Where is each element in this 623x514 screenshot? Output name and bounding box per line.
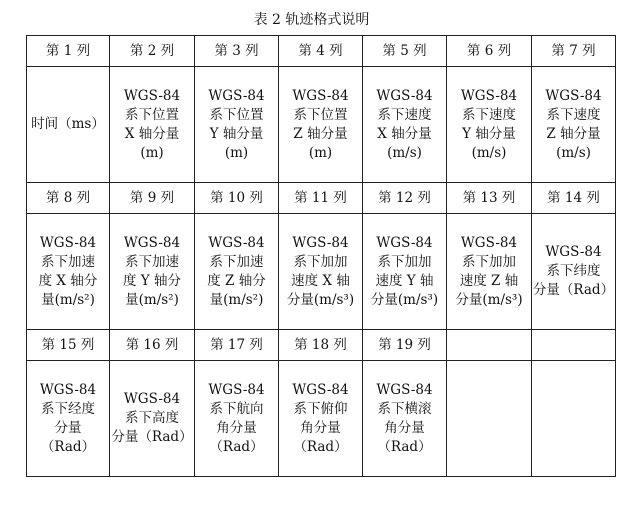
description-line: 角分量 <box>216 419 257 436</box>
description-row <box>27 361 616 477</box>
description-line: 系下位置 <box>293 106 348 123</box>
column-header-cell: 第 13 列 <box>447 183 532 214</box>
description-line: 系下加加 <box>293 253 348 270</box>
description-line: WGS-84 <box>376 381 433 398</box>
description-line: WGS-84 <box>376 87 433 104</box>
column-header-cell: 第 2 列 <box>110 36 195 67</box>
trajectory-format-table <box>26 35 616 477</box>
description-line: 角分量 <box>300 419 341 436</box>
description-cell <box>447 214 532 330</box>
description-line: 度 Y 轴分 <box>123 272 181 289</box>
description-line: (m) <box>224 144 249 161</box>
description-line: 系下俯仰 <box>293 400 348 417</box>
description-line: Z 轴分量 <box>293 125 348 142</box>
description-line: WGS-84 <box>208 234 265 251</box>
column-header-cell: 第 8 列 <box>27 183 110 214</box>
column-header-cell: 第 19 列 <box>363 330 447 361</box>
description-line: WGS-84 <box>292 234 349 251</box>
description-line: 系下速度 <box>377 106 432 123</box>
description-line: 系下速度 <box>546 106 601 123</box>
column-header-cell: 第 1 列 <box>27 36 110 67</box>
description-line: 系下速度 <box>462 106 516 123</box>
column-header-cell: 第 10 列 <box>195 183 279 214</box>
description-line: (m/s) <box>471 144 507 161</box>
description-line: WGS-84 <box>39 234 97 251</box>
description-line: 系下航向 <box>209 400 264 417</box>
description-line: WGS-84 <box>123 87 181 104</box>
description-cell <box>27 214 110 330</box>
description-line: （Rad） <box>40 438 96 455</box>
description-cell <box>279 214 363 330</box>
description-cell <box>27 361 110 477</box>
column-header-cell <box>447 330 532 361</box>
description-cell <box>110 361 195 477</box>
header-row <box>27 183 616 214</box>
description-cell <box>110 214 195 330</box>
description-cell <box>363 361 447 477</box>
column-header-cell: 第 17 列 <box>195 330 279 361</box>
description-line: 系下加速 <box>209 253 264 270</box>
description-line: Z 轴分量 <box>546 125 601 142</box>
description-line: WGS-84 <box>292 381 349 398</box>
description-cell <box>279 67 363 183</box>
description-cell <box>447 361 532 477</box>
description-line: 分量 <box>54 419 82 436</box>
description-line: 速度 Y 轴 <box>375 272 434 289</box>
description-line: WGS-84 <box>123 234 181 251</box>
description-line: WGS-84 <box>39 381 97 398</box>
column-header-cell: 第 3 列 <box>195 36 279 67</box>
description-line: WGS-84 <box>460 234 518 251</box>
description-line: WGS-84 <box>123 391 181 407</box>
description-line: （Rad） <box>293 438 348 455</box>
description-line: WGS-84 <box>208 87 265 104</box>
description-line: 系下加速 <box>125 253 179 270</box>
description-line: WGS-84 <box>460 87 518 104</box>
column-header-cell: 第 4 列 <box>279 36 363 67</box>
column-header-cell: 第 6 列 <box>447 36 532 67</box>
description-line: 分量（Rad） <box>532 282 615 298</box>
description-row <box>27 67 616 183</box>
header-row <box>27 330 616 361</box>
description-line: 速度 Z 轴 <box>459 272 519 289</box>
description-line: (m/s) <box>556 144 591 161</box>
description-line: (m) <box>140 144 164 161</box>
description-cell <box>110 67 195 183</box>
description-line: 时间（ms） <box>31 116 105 132</box>
column-header-cell: 第 14 列 <box>532 183 616 214</box>
description-line: WGS-84 <box>208 381 265 398</box>
description-line: 度 X 轴分 <box>38 272 98 289</box>
description-line: （Rad） <box>377 438 432 455</box>
description-line: 系下高度 <box>125 410 179 426</box>
description-line: WGS-84 <box>292 87 349 104</box>
description-line: （Rad） <box>209 438 264 455</box>
column-header-cell: 第 12 列 <box>363 183 447 214</box>
description-line: (m) <box>308 144 333 161</box>
description-cell <box>363 67 447 183</box>
description-line: 系下纬度 <box>546 263 601 279</box>
description-row <box>27 214 616 330</box>
description-line: 量(m/s²) <box>125 291 179 308</box>
description-line: X 轴分量 <box>124 125 180 142</box>
description-line: 角分量 <box>384 419 425 436</box>
description-cell <box>447 67 532 183</box>
column-header-cell: 第 9 列 <box>110 183 195 214</box>
description-line: 系下加速 <box>41 253 95 270</box>
column-header-cell: 第 15 列 <box>27 330 110 361</box>
description-line: Y 轴分量 <box>209 125 264 142</box>
description-line: 系下加加 <box>377 253 432 270</box>
description-line: 系下横滚 <box>377 400 432 417</box>
description-cell <box>532 214 616 330</box>
description-line: WGS-84 <box>545 87 602 104</box>
description-line: 分量(m/s³) <box>286 291 355 308</box>
column-header-cell <box>532 330 616 361</box>
description-line: Y 轴分量 <box>462 125 516 142</box>
description-line: (m/s) <box>387 144 422 161</box>
description-line: WGS-84 <box>376 234 433 251</box>
description-cell <box>195 214 279 330</box>
description-line: 分量（Rad） <box>111 429 193 445</box>
description-line: WGS-84 <box>545 244 602 260</box>
column-header-cell: 第 5 列 <box>363 36 447 67</box>
description-line: 速度 X 轴 <box>291 272 350 289</box>
table-caption: 表 2 轨迹格式说明 <box>253 12 370 28</box>
description-cell <box>532 67 616 183</box>
description-line: 分量(m/s³) <box>455 291 523 308</box>
description-line: 系下经度 <box>41 400 95 417</box>
description-line: 系下位置 <box>209 106 264 123</box>
description-line: 度 Z 轴分 <box>207 272 266 289</box>
description-line: 分量(m/s³) <box>370 291 439 308</box>
header-row <box>27 36 616 67</box>
column-header-cell: 第 16 列 <box>110 330 195 361</box>
description-cell <box>195 361 279 477</box>
column-header-cell: 第 18 列 <box>279 330 363 361</box>
description-line: 量(m/s²) <box>41 291 95 308</box>
description-line: 量(m/s²) <box>209 291 264 308</box>
column-header-cell: 第 7 列 <box>532 36 616 67</box>
description-cell <box>279 361 363 477</box>
column-header-cell: 第 11 列 <box>279 183 363 214</box>
description-cell <box>363 214 447 330</box>
description-cell <box>195 67 279 183</box>
description-line: X 轴分量 <box>377 125 432 142</box>
description-cell <box>532 361 616 477</box>
description-line: 系下加加 <box>462 253 516 270</box>
description-line: 系下位置 <box>125 106 179 123</box>
description-cell <box>27 67 110 183</box>
